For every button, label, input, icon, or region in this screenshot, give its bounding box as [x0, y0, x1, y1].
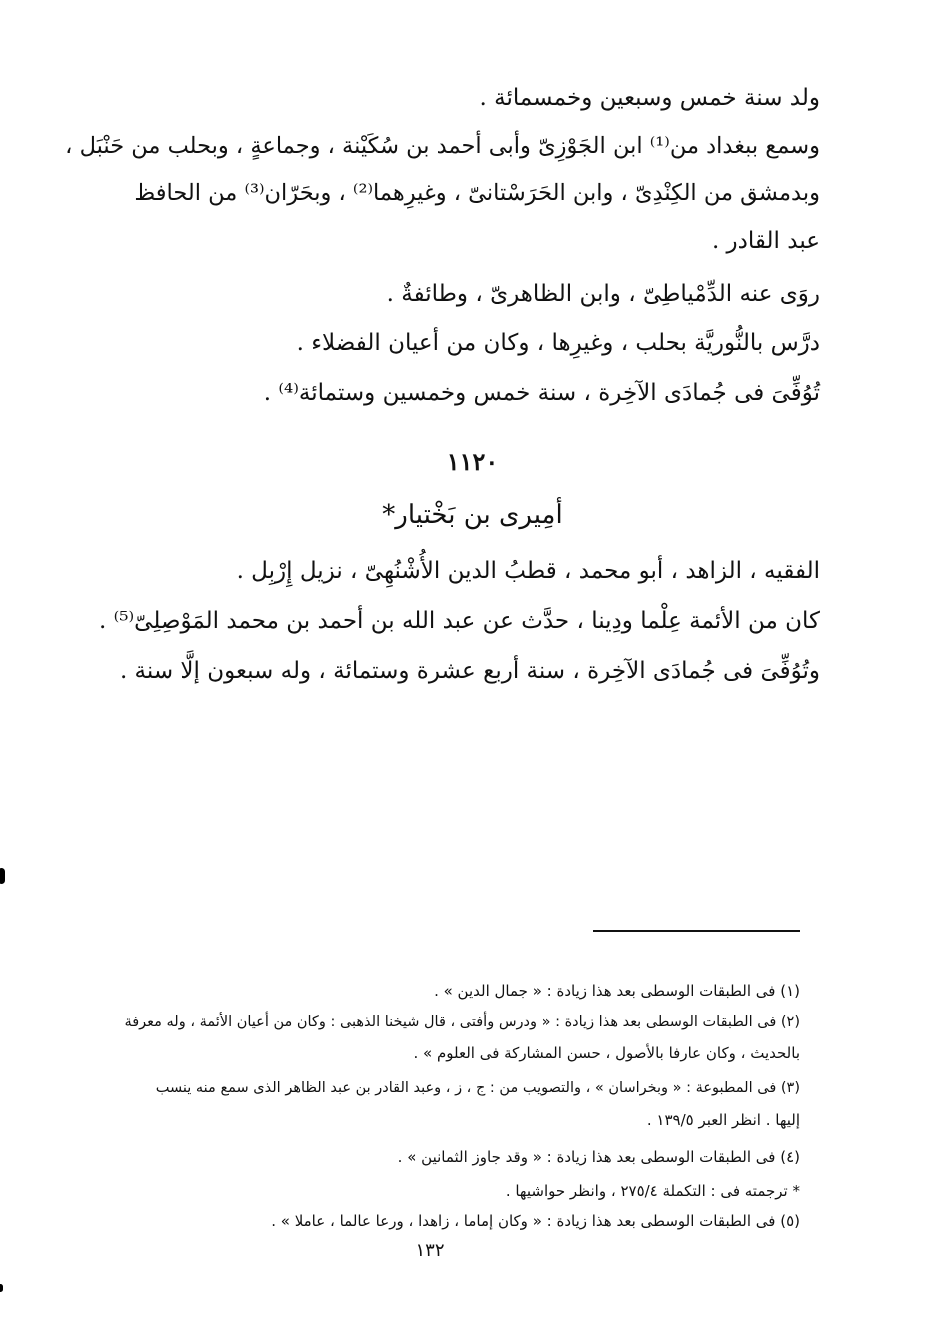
entry-line-scholarship: كان من الأئمة عِلْما ودِينا ، حدَّث عن عبد الله بن أحمد بن محمد المَوْصِلِىّ⁽⁵⁾ . [99, 608, 820, 634]
bio-line-studies-end: عبد القادر . [711, 228, 820, 254]
bio-line-studies-cont: وبدمشق من الكِنْدِىّ ، وابن الحَرَسْتانىّ ، وغيرِهما⁽²⁾ ، وبحَرّان⁽³⁾ من الحافظ [134, 180, 820, 206]
bio-line-death: تُوُفِّىَ فى جُمادَى الآخِرة ، سنة خمس وخمسين وستمائة⁽⁴⁾ . [263, 380, 820, 406]
scan-margin-mark [0, 868, 5, 884]
footnote-3-line-1: (٣) فى المطبوعة : « وبخراسان » ، والتصويب من : ج ، ز ، وعبد القادر بن عبد الظاهر الذى سمع منه ينسب [155, 1080, 800, 1096]
bio-line-narrators: روَى عنه الدِّمْياطِىّ ، وابن الظاهرىّ ، وطائفةٌ . [386, 281, 820, 307]
entry-number: ١١٢٠ [446, 447, 499, 476]
bio-line-birth: ولد سنة خمس وسبعين وخمسمائة . [479, 85, 820, 111]
footnote-4: (٤) فى الطبقات الوسطى بعد هذا زيادة : « وقد جاوز الثمانين » . [397, 1148, 800, 1166]
entry-line-description: الفقيه ، الزاهد ، أبو محمد ، قطبُ الدين الأُشْنُهِىّ ، نزيل إِرْبِل . [236, 558, 820, 584]
footnote-separator [593, 930, 800, 932]
footnote-star: * ترجمته فى : التكملة ٢٧٥/٤ ، وانظر حواشيها . [505, 1182, 800, 1200]
bio-line-teaching: درَّس بالنُّوريَّة بحلب ، وغيرِها ، وكان من أعيان الفضلاء . [296, 330, 820, 356]
footnote-2-line-1: (٢) فى الطبقات الوسطى بعد هذا زيادة : « ودرس وأفتى ، قال شيخنا الذهبى : وكان من أعيان الأئمة ، وله معرفة [124, 1014, 800, 1030]
footnote-3-line-2: إليها . انظر العبر ١٣٩/٥ . [646, 1111, 800, 1129]
scan-margin-mark [0, 1284, 3, 1292]
entry-line-death: وتُوُفِّىَ فى جُمادَى الآخِرة ، سنة أربع عشرة وستمائة ، وله سبعون إلَّا سنة . [119, 658, 820, 684]
entry-title: أمِيرى بن بَخْتيار* [382, 500, 563, 530]
page-number: ١٣٢ [415, 1240, 445, 1261]
bio-line-studies: وسمع ببغداد من⁽¹⁾ ابن الجَوْزِىّ وأبى أحمد بن سُكَيْنة ، وجماعةٍ ، وبحلب من حَنْبَل ، [65, 133, 820, 159]
footnote-1: (١) فى الطبقات الوسطى بعد هذا زيادة : « جمال الدين » . [434, 982, 800, 1000]
footnote-2-line-2: بالحديث ، وكان عارفا بالأصول ، حسن المشاركة فى العلوم » . [413, 1044, 800, 1062]
footnote-5: (٥) فى الطبقات الوسطى بعد هذا زيادة : « وكان إماما ، زاهدا ، ورعا عالما ، عاملا » . [271, 1212, 800, 1230]
